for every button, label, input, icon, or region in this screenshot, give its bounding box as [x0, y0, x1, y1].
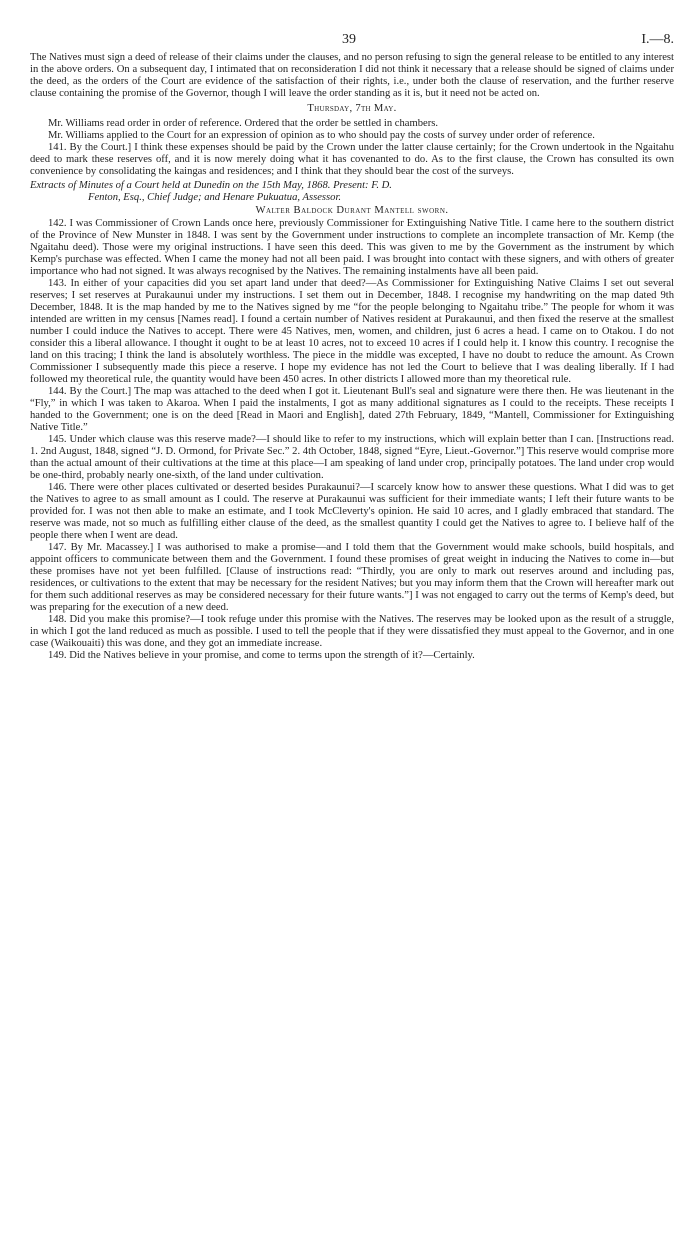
date-heading: Thursday, 7th May. [307, 103, 397, 114]
paragraph-148: 148. Did you make this promise?—I took refuge under this promise with the Natives. The reserves may be looked upon as the result of a struggle, in which I got the land reduced as much as possible. I used to tell the people that if they were dissatisfied they must appeal to the Governor, and in one case (Waikouaiti) this was done, and they got an immediate increase. [30, 614, 674, 649]
paragraph-survey-costs: Mr. Williams applied to the Court for an expression of opinion as to who should pay the costs of survey under order of reference. [48, 130, 595, 141]
paragraph-144: 144. By the Court.] The map was attached to the deed when I got it. Lieutenant Bull's seal and signature were there then. He was lieutenant in the “Fly,” in which I was taken to Akaroa. When I paid the instalments, I got as many additional signatures as I could to the receipts. These receipts I handed to the Government; one is on the deed [Read in Maori and English], dated 27th February, 1849, “Mantell, Commissioner for Extinguishing Native Title.” [30, 386, 674, 433]
paragraph-145: 145. Under which clause was this reserve made?—I should like to refer to my instructions, which will explain better than I can. [Instructions read. 1. 2nd August, 1848, signed “J. D. Ormond, for Private Sec.” 2. 4th October, 1848, signed “Eyre, Lieut.-Governor.”] This reserve would comprise more than the actual amount of their cultivations at the time at this place—I am speaking of land under crop, principally potatoes. The land under crop would be one-third, probably nearly one-sixth, of the land under cultivation. [30, 434, 674, 481]
paragraph-release-clauses: The Natives must sign a deed of release of their claims under the clauses, and no person refusing to sign the general release to be entitled to any interest in the above orders. On a subsequent day, I intimated that on reconsideration I did not think it necessary that a release should be signed of claims under the deed, as the orders of the Court are evidence of the satisfaction of their rights, i.e., under both the clause of reservation, and the further reserve clause containing the promise of the Governor, though I will leave the order standing as it is, but it need not be acted on. [30, 52, 674, 99]
paragraph-146: 146. There were other places cultivated or deserted besides Purakaunui?—I scarcely know how to answer these questions. What I did was to get the Natives to agree to as small amount as I could. The reserve at Purakaunui was sufficient for their immediate wants; I left their future wants to be provided for. I was not then able to make an estimate, and I took McCleverty's opinion. He said 10 acres, and I gladly embraced that standard. The reserve was made, not so much as fulfilling either clause of the deed, as the smallest quantity I could get the Natives to agree to. I believe half of the people there when I went are dead. [30, 482, 674, 541]
paragraph-141: 141. By the Court.] I think these expenses should be paid by the Crown under the latter clause certainly; for the Crown undertook in the Ngaitahu deed to mark these reserves off, and it is now merely doing what it has covenanted to do. As to the first clause, the Crown has consulted its own convenience by consolidating the kaingas and residences; and I think that they should bear the cost of the surveys. [30, 142, 674, 177]
paragraph-147: 147. By Mr. Macassey.] I was authorised to make a promise—and I told them that the Government would make schools, build hospitals, and appoint officers to communicate between them and the Government. I found these promises of great weight in inducing the Natives to come in—but these promises have not yet been fulfilled. [Clause of instructions read: “Thirdly, you are only to mark out reserves around and including pas, residences, or cultivations to the extent that may be necessary for the resident Natives; but you may inform them that the Crown will hereafter mark out for them such additional reserves as may be considered necessary for their future wants.”] I was not engaged to carry out the terms of Kemp's deed, but was preparing for the execution of a new deed. [30, 542, 674, 613]
document-reference: I.—8. [641, 32, 674, 47]
witness-sworn: Walter Baldock Durant Mantell sworn. [255, 205, 449, 216]
paragraph-143: 143. In either of your capacities did you set apart land under that deed?—As Commissioner for Extinguishing Native Claims I set out several reserves; I set reserves at Purakaunui under my instructions. I set them out in December, 1848. I recognise my handwriting on the map dated 9th December, 1848. It is the map handed by me to the Natives signed by me “for the people belonging to Ngaitahu tribe.” The people for whom it was intended are written in my census [Names read]. I found a certain number of Natives resident at Purakaunui, and then fixed the reserve at the smallest number I could induce the Natives to accept. There were 45 Natives, men, women, and children, just 6 acres a head. I came on to Otakou. I do not consider this a liberal allowance. I thought it ought to be at least 10 acres, not to exceed 10 acres if I could help it. I know this country. I recognise the land on this tracing; I think the land is absolutely worthless. The piece in the middle was excepted, I have no doubt to reduce the amount. As Crown Commissioner I subsequently made this piece a reserve. I hope my evidence has not led the Court to believe that I was dealing liberally. If I had followed my theoretical rule, the quantity would have been 450 acres. In other districts I allowed more than my theoretical rule. [30, 278, 674, 385]
page-number: 39 [342, 32, 356, 47]
paragraph-142: 142. I was Commissioner of Crown Lands once here, previously Commissioner for Extinguishing Native Title. I came here to the southern district of the Province of New Munster in 1848. I was sent by the Government under instructions to complete an incomplete transaction of Mr. Kemp (the Ngaitahu deed). Those were my original instructions. I have seen this deed. This was given to me by the Government as the instrument by which Kemp's purchase was effected. When I came the money had not all been paid. I was brought into contact with these signers, and with others of greater importance who had not signed. It was always recognised by the Natives. The remaining instalments have all been paid. [30, 218, 674, 277]
extract-line-1: Extracts of Minutes of a Court held at Dunedin on the 15th May, 1868. Present: F. D. [30, 180, 392, 191]
paragraph-149: 149. Did the Natives believe in your promise, and come to terms upon the strength of it?—Certainly. [48, 650, 475, 661]
page-header [30, 30, 674, 52]
paragraph-order-reference: Mr. Williams read order in order of reference. Ordered that the order be settled in chambers. [48, 118, 439, 129]
extract-line-2: Fenton, Esq., Chief Judge; and Henare Pukuatua, Assessor. [88, 192, 342, 203]
minutes-extract-heading [30, 180, 674, 204]
